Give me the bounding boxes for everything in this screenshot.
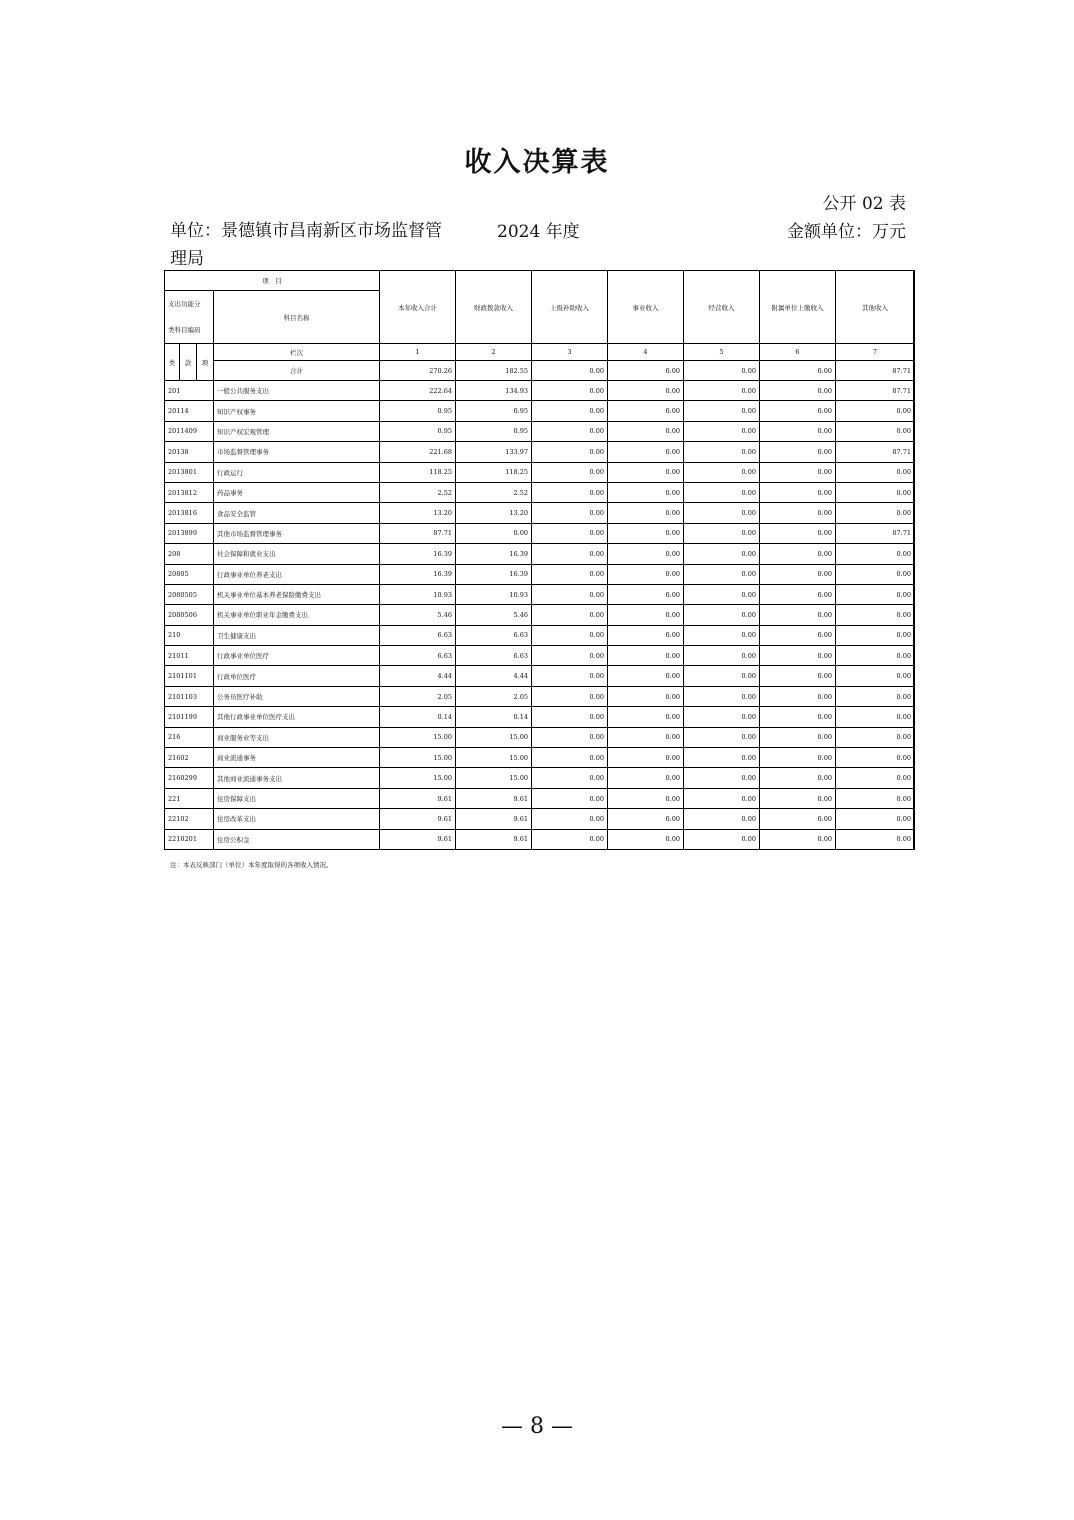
row-code: 2013812 <box>165 482 214 502</box>
row-value: 0.00 <box>836 646 915 666</box>
row-value: 0.00 <box>684 605 760 625</box>
row-code: 221 <box>165 788 214 808</box>
col-header-3: 上级补助收入 <box>532 271 608 344</box>
table-row <box>165 421 915 441</box>
row-value: 0.00 <box>608 707 684 727</box>
row-value: 0.00 <box>836 584 915 604</box>
row-code: 2011409 <box>165 421 214 441</box>
row-value: 15.00 <box>380 768 456 788</box>
row-value: 0.00 <box>836 748 915 768</box>
row-value: 0.00 <box>608 584 684 604</box>
row-value: 0.00 <box>684 788 760 808</box>
header-lei: 类 <box>165 344 180 381</box>
row-value: 0.00 <box>608 829 684 849</box>
row-code: 2013899 <box>165 523 214 543</box>
row-value: 0.00 <box>836 788 915 808</box>
row-value: 0.00 <box>684 707 760 727</box>
table-row <box>165 768 915 788</box>
col-num: 1 <box>380 344 456 361</box>
row-subject-name: 商业服务业等支出 <box>214 727 380 747</box>
row-code: 2101103 <box>165 686 214 706</box>
row-value: 2.52 <box>456 482 532 502</box>
row-value: 2.52 <box>380 482 456 502</box>
row-value: 0.00 <box>760 401 836 421</box>
row-code: 20805 <box>165 564 214 584</box>
row-value: 0.00 <box>532 482 608 502</box>
table-row <box>165 503 915 523</box>
row-subject-name: 行政事业单位医疗 <box>214 646 380 666</box>
row-value: 6.63 <box>456 646 532 666</box>
row-value: 0.00 <box>532 727 608 747</box>
row-value: 0.00 <box>532 462 608 482</box>
row-value: 0.14 <box>456 707 532 727</box>
row-value: 0.00 <box>608 442 684 462</box>
table-row <box>165 625 915 645</box>
col-num: 7 <box>836 344 915 361</box>
row-subject-name: 公务员医疗补助 <box>214 686 380 706</box>
table-row <box>165 584 915 604</box>
total-cell: 182.55 <box>456 361 532 381</box>
row-value: 0.00 <box>760 442 836 462</box>
row-value: 16.39 <box>380 564 456 584</box>
row-value: 0.00 <box>760 788 836 808</box>
row-code: 210 <box>165 625 214 645</box>
row-value: 0.00 <box>456 523 532 543</box>
row-value: 222.64 <box>380 381 456 401</box>
row-value: 0.00 <box>760 829 836 849</box>
col-num: 5 <box>684 344 760 361</box>
row-value: 87.71 <box>836 442 915 462</box>
row-subject-name: 住房保障支出 <box>214 788 380 808</box>
row-value: 9.61 <box>380 829 456 849</box>
table-row <box>165 646 915 666</box>
row-value: 2.05 <box>380 686 456 706</box>
row-subject-name: 药品事务 <box>214 482 380 502</box>
row-value: 9.61 <box>456 809 532 829</box>
row-value: 5.46 <box>456 605 532 625</box>
row-subject-name: 知识产权事务 <box>214 401 380 421</box>
row-value: 16.39 <box>380 544 456 564</box>
row-value: 134.93 <box>456 381 532 401</box>
row-code: 2013801 <box>165 462 214 482</box>
row-value: 0.00 <box>532 544 608 564</box>
row-value: 0.00 <box>608 523 684 543</box>
row-value: 0.00 <box>608 401 684 421</box>
row-value: 87.71 <box>380 523 456 543</box>
row-value: 0.00 <box>836 421 915 441</box>
row-value: 0.00 <box>532 707 608 727</box>
row-value: 0.00 <box>684 544 760 564</box>
row-value: 0.95 <box>456 401 532 421</box>
row-value: 0.00 <box>684 421 760 441</box>
table-row <box>165 442 915 462</box>
header-lanci: 栏次 <box>214 344 380 361</box>
row-value: 0.00 <box>532 564 608 584</box>
row-subject-name: 其他市场监督管理事务 <box>214 523 380 543</box>
total-row <box>165 361 915 381</box>
row-value: 0.00 <box>532 788 608 808</box>
row-value: 0.00 <box>532 666 608 686</box>
row-value: 0.00 <box>608 605 684 625</box>
col-header-4: 事业收入 <box>608 271 684 344</box>
row-value: 0.00 <box>836 727 915 747</box>
row-value: 0.00 <box>532 401 608 421</box>
row-value: 0.00 <box>684 829 760 849</box>
row-value: 0.00 <box>684 584 760 604</box>
row-value: 0.00 <box>532 646 608 666</box>
row-value: 0.00 <box>608 666 684 686</box>
row-value: 0.00 <box>684 646 760 666</box>
row-subject-name: 住房公积金 <box>214 829 380 849</box>
row-subject-name: 其他商业流通事务支出 <box>214 768 380 788</box>
row-value: 0.00 <box>608 768 684 788</box>
row-value: 0.00 <box>760 625 836 645</box>
row-subject-name: 机关事业单位职业年金缴费支出 <box>214 605 380 625</box>
row-value: 0.00 <box>760 686 836 706</box>
row-subject-name: 一般公共服务支出 <box>214 381 380 401</box>
table-row <box>165 544 915 564</box>
row-value: 10.93 <box>380 584 456 604</box>
table-row <box>165 564 915 584</box>
row-value: 9.61 <box>380 788 456 808</box>
table-row <box>165 462 915 482</box>
row-subject-name: 卫生健康支出 <box>214 625 380 645</box>
row-value: 0.00 <box>836 829 915 849</box>
table-row <box>165 605 915 625</box>
table-row <box>165 381 915 401</box>
row-value: 0.00 <box>608 462 684 482</box>
row-subject-name: 行政事业单位养老支出 <box>214 564 380 584</box>
row-value: 0.00 <box>760 727 836 747</box>
row-subject-name: 商业流通事务 <box>214 748 380 768</box>
row-value: 0.00 <box>760 768 836 788</box>
row-value: 0.00 <box>836 809 915 829</box>
row-value: 0.00 <box>608 748 684 768</box>
row-value: 9.61 <box>456 788 532 808</box>
table-row <box>165 482 915 502</box>
col-header-7: 其他收入 <box>836 271 915 344</box>
table-row <box>165 727 915 747</box>
row-value: 0.00 <box>532 768 608 788</box>
row-code: 208 <box>165 544 214 564</box>
col-header-2: 财政拨款收入 <box>456 271 532 344</box>
row-value: 0.00 <box>608 646 684 666</box>
row-subject-name: 行政运行 <box>214 462 380 482</box>
table-row <box>165 666 915 686</box>
row-value: 0.00 <box>532 625 608 645</box>
row-code: 2080505 <box>165 584 214 604</box>
table-row <box>165 707 915 727</box>
header-xiang: 项 <box>197 344 214 381</box>
row-value: 118.25 <box>380 462 456 482</box>
table-row <box>165 748 915 768</box>
row-value: 0.00 <box>836 401 915 421</box>
row-code: 201 <box>165 381 214 401</box>
row-value: 0.00 <box>532 584 608 604</box>
row-code: 2080506 <box>165 605 214 625</box>
row-value: 4.44 <box>456 666 532 686</box>
row-code: 21011 <box>165 646 214 666</box>
row-value: 0.00 <box>684 748 760 768</box>
row-value: 0.00 <box>608 809 684 829</box>
total-cell: 0.00 <box>760 361 836 381</box>
row-value: 87.71 <box>836 523 915 543</box>
row-value: 0.00 <box>608 381 684 401</box>
header-subject-name: 科目名称 <box>214 291 380 344</box>
row-value: 0.00 <box>608 482 684 502</box>
total-cell: 87.71 <box>836 361 915 381</box>
row-value: 0.00 <box>532 421 608 441</box>
row-value: 0.00 <box>684 503 760 523</box>
table-row <box>165 401 915 421</box>
row-value: 0.00 <box>684 809 760 829</box>
row-subject-name: 行政单位医疗 <box>214 666 380 686</box>
table-row <box>165 788 915 808</box>
row-value: 0.00 <box>608 727 684 747</box>
row-value: 6.63 <box>380 646 456 666</box>
row-value: 0.00 <box>760 584 836 604</box>
table-row <box>165 523 915 543</box>
row-value: 6.63 <box>380 625 456 645</box>
row-value: 10.93 <box>456 584 532 604</box>
total-cell: 0.00 <box>532 361 608 381</box>
row-code: 2160299 <box>165 768 214 788</box>
row-value: 0.00 <box>760 462 836 482</box>
col-header-5: 经营收入 <box>684 271 760 344</box>
total-cell: 0.00 <box>684 361 760 381</box>
row-value: 15.00 <box>456 768 532 788</box>
row-value: 0.00 <box>760 646 836 666</box>
header-item: 项 目 <box>165 271 380 291</box>
row-value: 0.00 <box>760 809 836 829</box>
col-num: 2 <box>456 344 532 361</box>
row-value: 0.95 <box>456 421 532 441</box>
col-num: 4 <box>608 344 684 361</box>
row-code: 2013816 <box>165 503 214 523</box>
row-value: 0.00 <box>836 503 915 523</box>
row-value: 0.95 <box>380 401 456 421</box>
row-value: 4.44 <box>380 666 456 686</box>
row-value: 0.00 <box>684 666 760 686</box>
row-code: 22102 <box>165 809 214 829</box>
unit-label: 单位：景德镇市昌南新区市场监督管理局 <box>170 221 442 269</box>
total-cell: 270.26 <box>380 361 456 381</box>
row-value: 0.00 <box>608 686 684 706</box>
row-value: 0.00 <box>836 544 915 564</box>
row-value: 0.00 <box>836 666 915 686</box>
row-value: 16.39 <box>456 544 532 564</box>
row-value: 0.00 <box>608 544 684 564</box>
row-code: 20114 <box>165 401 214 421</box>
row-value: 0.00 <box>684 482 760 502</box>
row-value: 0.00 <box>684 564 760 584</box>
table-row <box>165 686 915 706</box>
row-value: 2.05 <box>456 686 532 706</box>
row-value: 15.00 <box>456 748 532 768</box>
row-value: 9.61 <box>380 809 456 829</box>
row-value: 13.20 <box>380 503 456 523</box>
row-value: 0.00 <box>684 523 760 543</box>
income-table <box>164 270 915 850</box>
row-subject-name: 知识产权宏观管理 <box>214 421 380 441</box>
row-value: 133.97 <box>456 442 532 462</box>
row-subject-name: 住房改革支出 <box>214 809 380 829</box>
row-value: 16.39 <box>456 564 532 584</box>
row-subject-name: 食品安全监管 <box>214 503 380 523</box>
row-value: 0.00 <box>760 707 836 727</box>
col-header-6: 附属单位上缴收入 <box>760 271 836 344</box>
row-code: 2210201 <box>165 829 214 849</box>
row-value: 15.00 <box>380 748 456 768</box>
row-value: 0.00 <box>608 503 684 523</box>
row-value: 0.00 <box>684 625 760 645</box>
row-value: 0.00 <box>836 605 915 625</box>
row-value: 0.00 <box>760 748 836 768</box>
form-number: 公开 02 表 <box>822 194 906 214</box>
row-value: 0.00 <box>760 503 836 523</box>
row-value: 87.71 <box>836 381 915 401</box>
row-value: 6.63 <box>456 625 532 645</box>
row-value: 0.00 <box>532 829 608 849</box>
row-value: 0.00 <box>836 686 915 706</box>
header-kuan: 款 <box>180 344 197 381</box>
row-value: 0.00 <box>760 523 836 543</box>
row-value: 0.00 <box>836 482 915 502</box>
row-value: 0.00 <box>836 462 915 482</box>
row-value: 0.00 <box>836 564 915 584</box>
row-value: 0.00 <box>532 748 608 768</box>
row-value: 0.00 <box>760 605 836 625</box>
row-value: 0.00 <box>532 523 608 543</box>
row-value: 0.00 <box>760 666 836 686</box>
row-value: 118.25 <box>456 462 532 482</box>
total-cell: 0.00 <box>608 361 684 381</box>
row-value: 0.95 <box>380 421 456 441</box>
row-value: 0.00 <box>608 625 684 645</box>
row-value: 15.00 <box>380 727 456 747</box>
table-row <box>165 829 915 849</box>
row-value: 0.00 <box>532 503 608 523</box>
table-note: 注：本表反映部门（单位）本年度取得的各项收入情况。 <box>170 861 333 869</box>
row-value: 0.00 <box>532 809 608 829</box>
row-value: 221.68 <box>380 442 456 462</box>
row-value: 0.00 <box>684 462 760 482</box>
row-value: 0.14 <box>380 707 456 727</box>
row-value: 0.00 <box>532 605 608 625</box>
row-value: 0.00 <box>608 788 684 808</box>
header-func-class: 支出功能分 类科目编码 <box>165 291 214 344</box>
row-subject-name: 其他行政事业单位医疗支出 <box>214 707 380 727</box>
row-value: 0.00 <box>760 421 836 441</box>
row-value: 0.00 <box>684 442 760 462</box>
row-code: 2101199 <box>165 707 214 727</box>
row-value: 0.00 <box>836 625 915 645</box>
row-value: 0.00 <box>836 707 915 727</box>
page-number: — 8 — <box>501 1414 573 1439</box>
col-num: 6 <box>760 344 836 361</box>
row-value: 0.00 <box>608 564 684 584</box>
row-value: 0.00 <box>760 381 836 401</box>
fiscal-year: 2024 年度 <box>497 222 580 242</box>
total-label: 合计 <box>214 361 380 381</box>
row-value: 0.00 <box>760 564 836 584</box>
col-header-1: 本年收入合计 <box>380 271 456 344</box>
row-value: 0.00 <box>760 544 836 564</box>
row-value: 0.00 <box>684 768 760 788</box>
row-value: 0.00 <box>836 768 915 788</box>
page-title: 收入决算表 <box>464 147 610 178</box>
row-value: 13.20 <box>456 503 532 523</box>
row-subject-name: 市场监督管理事务 <box>214 442 380 462</box>
row-code: 2101101 <box>165 666 214 686</box>
row-value: 0.00 <box>532 442 608 462</box>
row-value: 0.00 <box>684 381 760 401</box>
row-value: 9.61 <box>456 829 532 849</box>
col-num: 3 <box>532 344 608 361</box>
row-subject-name: 社会保障和就业支出 <box>214 544 380 564</box>
row-value: 0.00 <box>684 401 760 421</box>
row-code: 21602 <box>165 748 214 768</box>
row-value: 0.00 <box>608 421 684 441</box>
table-row <box>165 809 915 829</box>
money-unit: 金额单位：万元 <box>787 222 906 242</box>
row-subject-name: 机关事业单位基本养老保险缴费支出 <box>214 584 380 604</box>
row-code: 20138 <box>165 442 214 462</box>
row-value: 5.46 <box>380 605 456 625</box>
row-code: 216 <box>165 727 214 747</box>
row-value: 0.00 <box>684 727 760 747</box>
row-value: 0.00 <box>532 686 608 706</box>
row-value: 15.00 <box>456 727 532 747</box>
row-value: 0.00 <box>684 686 760 706</box>
row-value: 0.00 <box>760 482 836 502</box>
row-value: 0.00 <box>532 381 608 401</box>
